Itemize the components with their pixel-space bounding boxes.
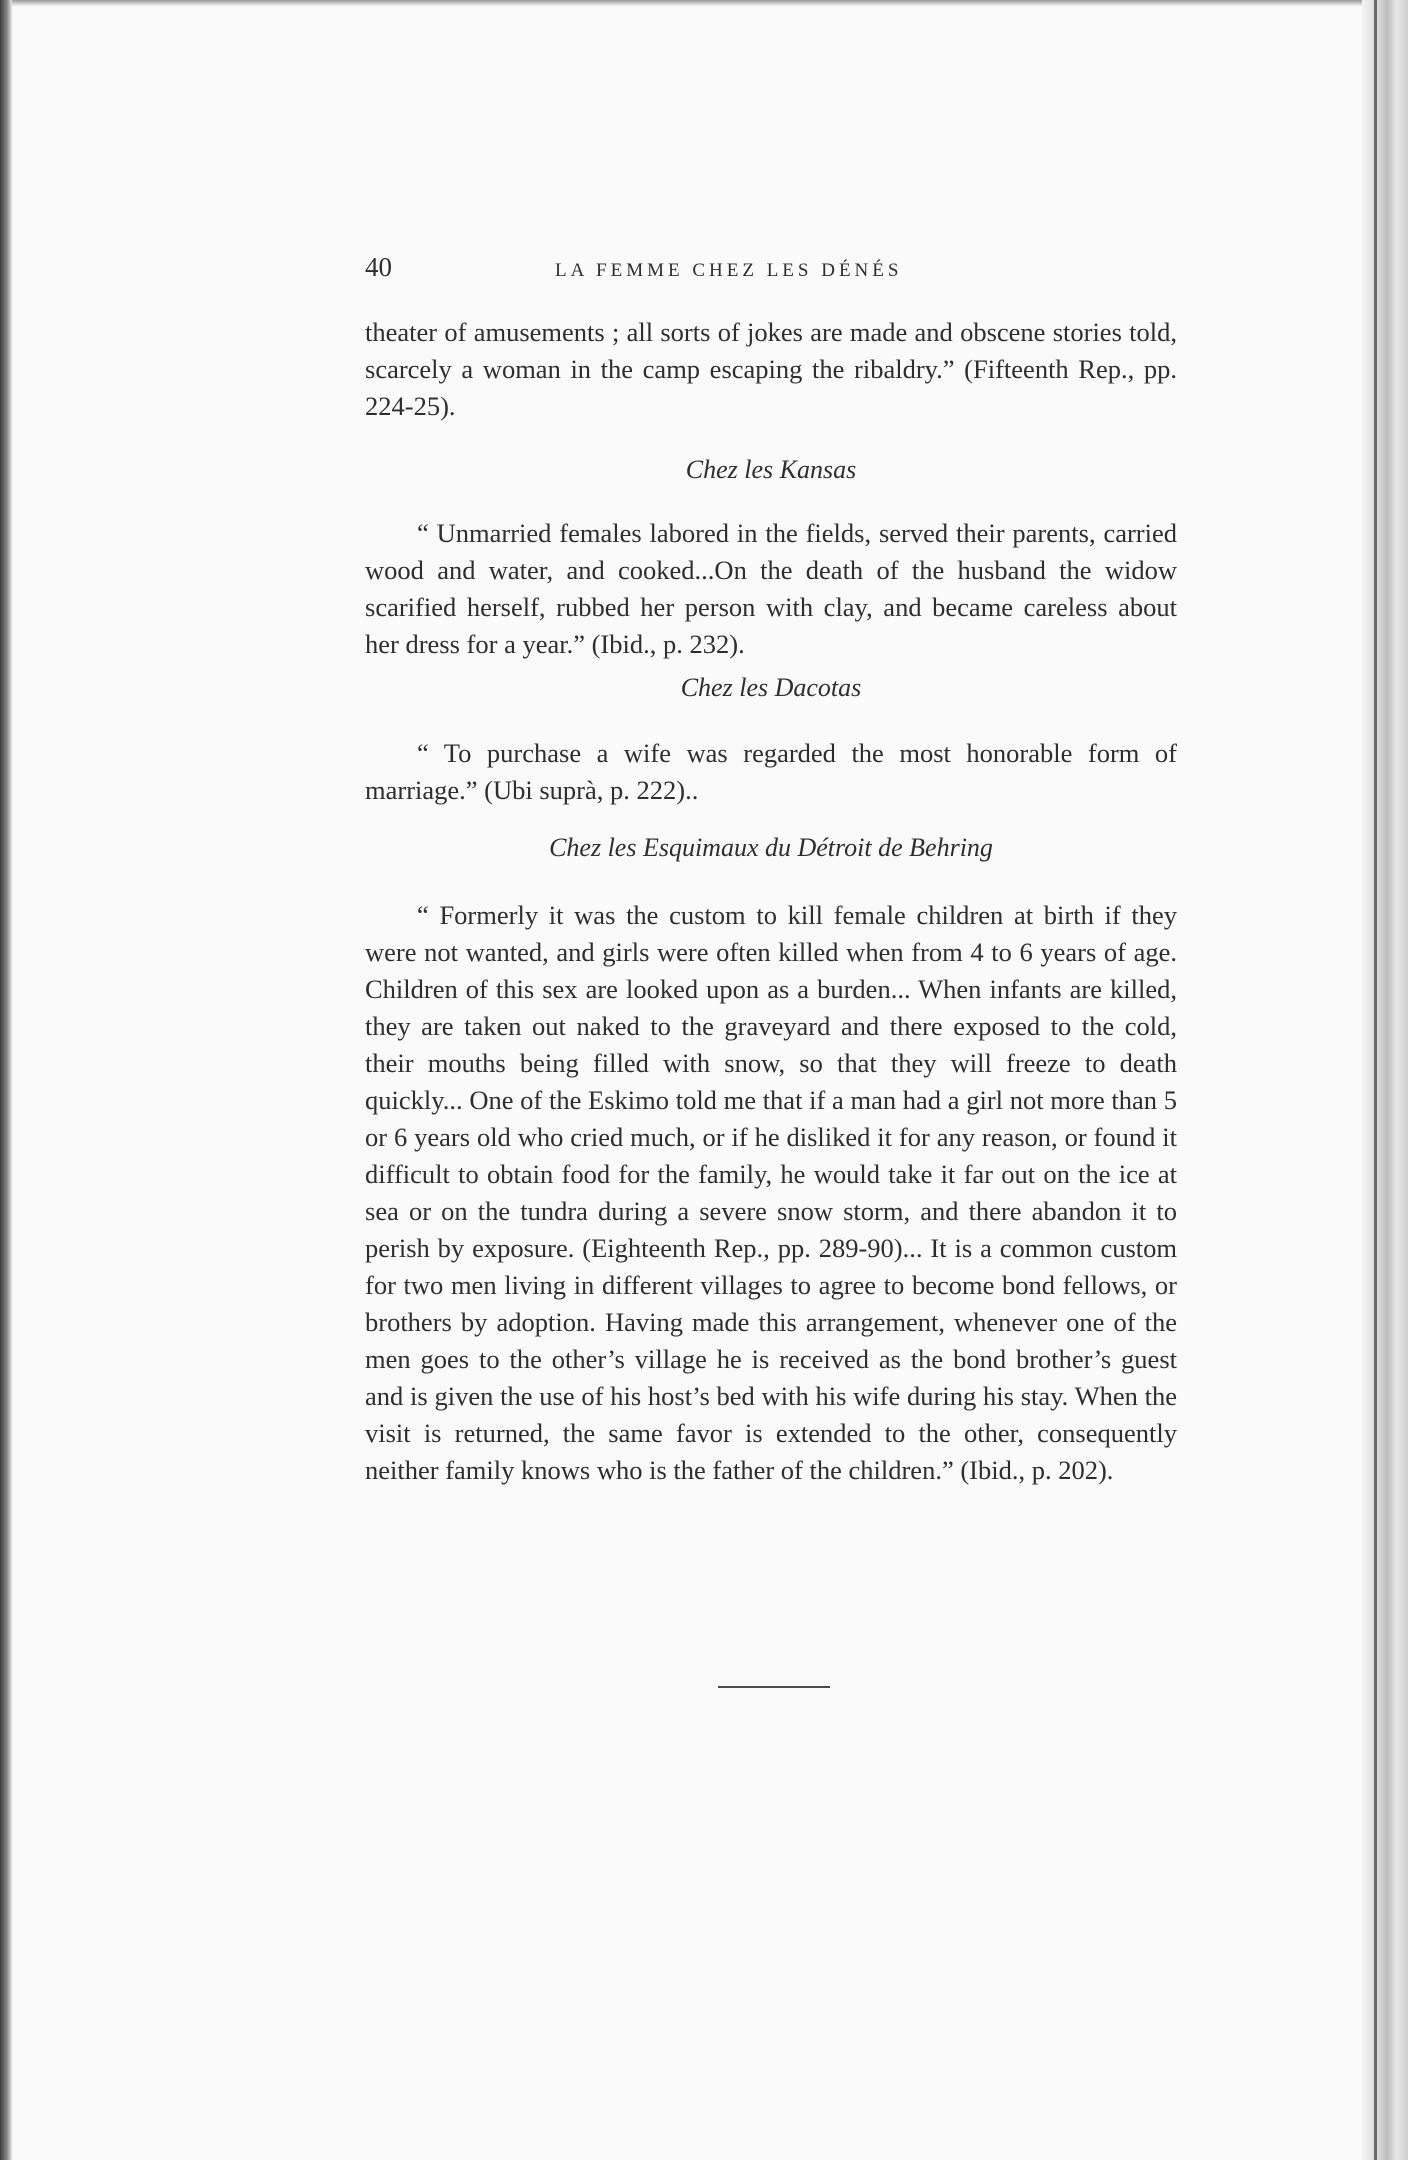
paragraph-kansas: “ Unmarried females labored in the fields, served their parents, carried wood and water, and cooked...On the death of the husband the widow scarified herself, rubbed her person with clay, and became careless about her dress for a year.” (Ibid., p. 232). [365, 518, 1177, 659]
heading-esquimaux: Chez les Esquimaux du Détroit de Behring [549, 833, 993, 862]
paragraph-continuation: theater of amusements ; all sorts of jokes are made and obscene stories told, scarcely a woman in the camp escaping the ribaldry.” (Fifteenth Rep., pp. 224-25). [365, 317, 1177, 421]
running-title: LA FEMME CHEZ LES DÉNÉS [555, 260, 903, 281]
paragraph-esquimaux: “ Formerly it was the custom to kill female children at birth if they were not wanted, and girls were often killed when from 4 to 6 years of age. Children of this sex are looked upon as a burden... When infants are killed, they are taken out naked to the graveyard and there exposed to the cold, their mouths being filled with snow, so that they will freeze to death quickly... One of the Eskimo told me that if a man had a girl not more than 5 or 6 years old who cried much, or if he disliked it for any reason, or found it difficult to obtain food for the family, he would take it far out on the ice at sea or on the tundra during a severe snow storm, and there abandon it to perish by exposure. (Eighteenth Rep., pp. 289-90)... It is a common custom for two men living in different villages to agree to become bond fellows, or brothers by adoption. Having made this arrangement, whenever one of the men goes to the other’s village he is received as the bond brother’s guest and is given the use of his host’s bed with his wife during his stay. When the visit is returned, the same favor is extended to the other, consequently neither family knows who is the father of the children.” (Ibid., p. 202). [365, 900, 1177, 1485]
page-number: 40 [365, 252, 392, 282]
running-head [365, 252, 1177, 292]
page-left-edge [0, 0, 12, 2160]
text-block [365, 252, 1177, 1489]
heading-kansas: Chez les Kansas [685, 455, 857, 484]
heading-dacotas: Chez les Dacotas [680, 673, 862, 702]
end-rule [718, 1686, 830, 1688]
paragraph-dacotas: “ To purchase a wife was regarded the most honorable form of marriage.” (Ubi suprà, p. 222).. [365, 738, 1177, 805]
page-right-edge [1362, 0, 1408, 2160]
page-top-shadow [0, 0, 1408, 6]
